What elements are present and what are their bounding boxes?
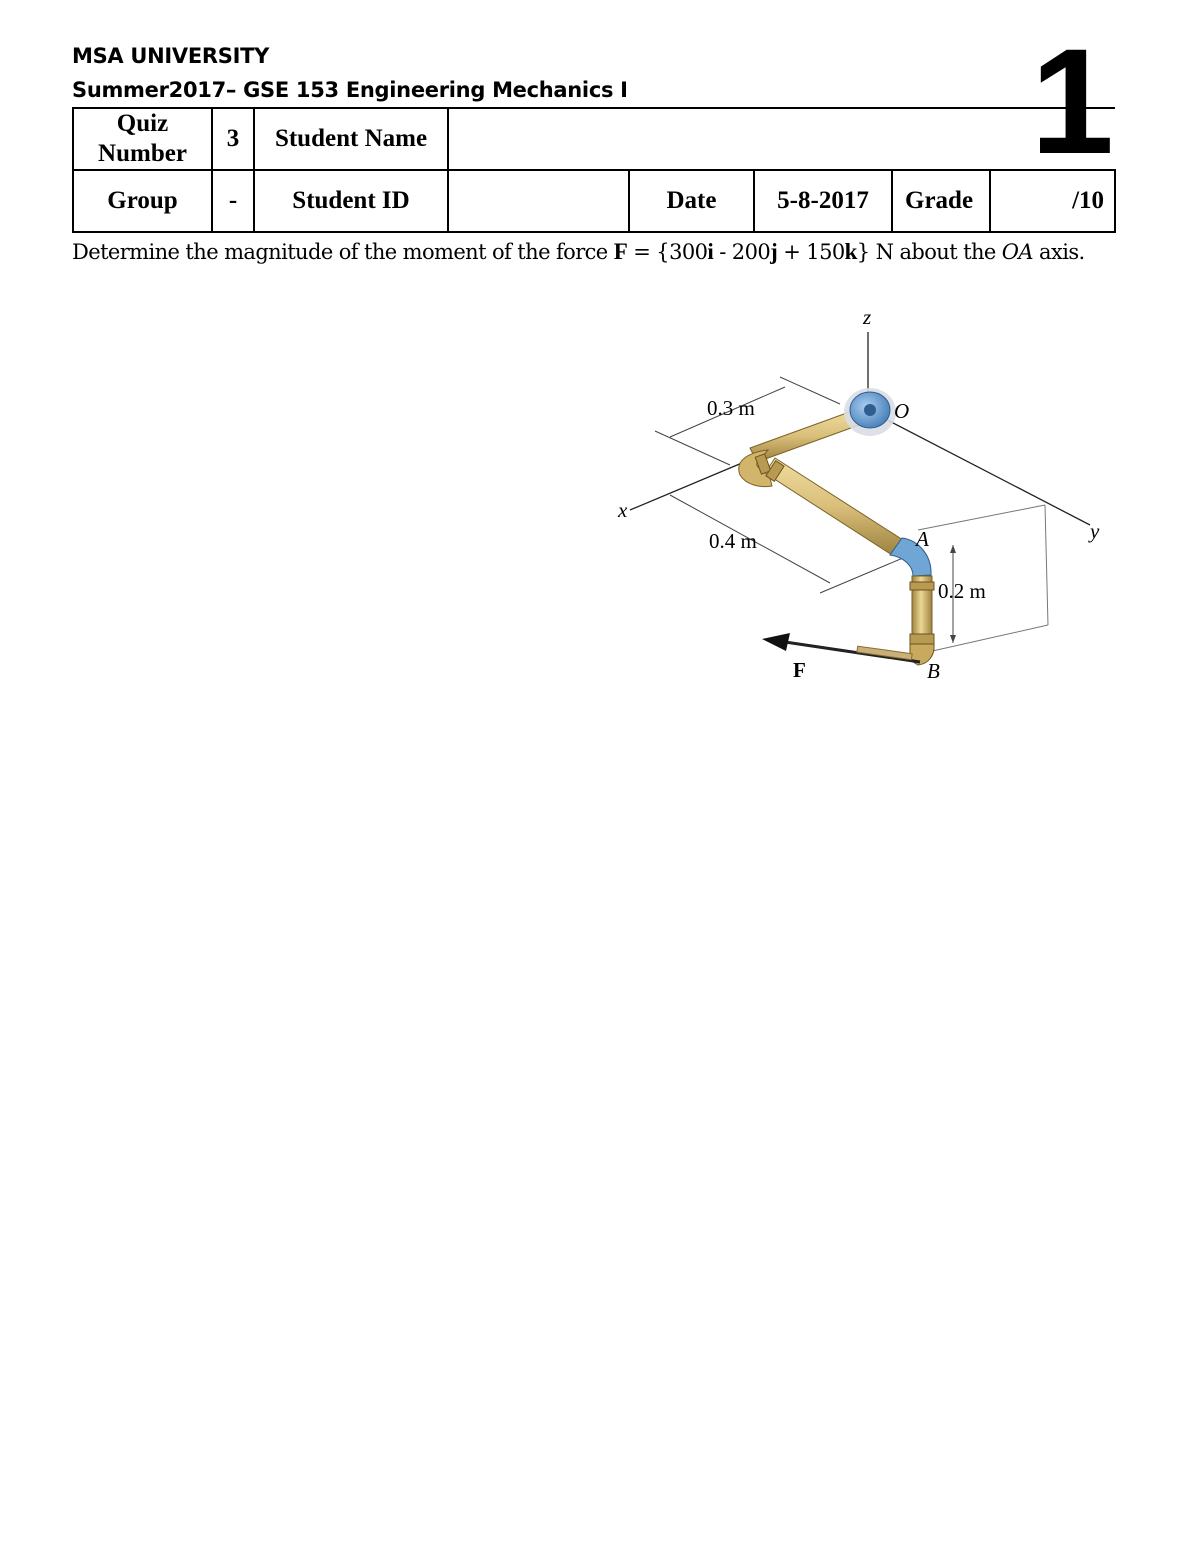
dim-line-top [780,377,840,404]
grade-label: Grade [892,170,990,232]
dim-03-label: 0.3 m [707,396,755,420]
question-part5: } N about the [856,240,1002,264]
question-part4: + 150 [777,240,845,264]
pipe-assembly-figure [600,300,1120,700]
pipe-coupling-3 [910,582,934,590]
dim-arrow-down [950,635,956,643]
date-label: Date [629,170,754,232]
dim-02-label: 0.2 m [938,579,986,603]
x-axis-label: x [618,498,628,522]
unit-vector-i: i [707,239,714,264]
quiz-number-label [73,108,212,170]
force-f-label: F [793,658,806,682]
student-name-label: Student Name [254,108,448,170]
course-title: Summer2017– GSE 153 Engineering Mechanics I [72,78,628,102]
page-number: 1 [1030,17,1114,185]
question-part6: axis. [1032,240,1085,264]
point-o-label: O [894,399,910,423]
unit-vector-j: j [770,239,778,264]
quiz-info-table [72,107,1116,233]
z-axis-label: z [863,305,872,329]
dim-04-label: 0.4 m [709,529,757,553]
dim-line-04-ext [820,555,910,593]
quiz-number-value: 3 [212,108,254,170]
quiz-label-line1: Quiz [116,110,169,137]
question-part3: - 200 [713,240,771,264]
dim-arrow-up [950,545,956,553]
student-id-label: Student ID [254,170,448,232]
unit-vector-k: k [844,239,857,264]
box-line-top [918,505,1045,530]
flange-hole [864,404,876,416]
date-value: 5-8-2017 [754,170,892,232]
quiz-label-line2: Number [98,140,187,167]
y-axis-line [868,410,1090,525]
student-name-field[interactable] [448,108,1115,170]
force-arrow-head [762,633,790,651]
point-a-label: A [916,527,929,551]
dim-line-03-ext [655,431,730,465]
y-axis-label: y [1090,519,1100,543]
axis-name: OA [1001,240,1033,264]
box-line-right [1045,505,1048,625]
question-part2: = {300 [627,240,708,264]
question-part1: Determine the magnitude of the moment of the force [72,240,614,264]
group-value: - [212,170,254,232]
group-label: Group [73,170,212,232]
force-symbol: F [613,239,628,264]
student-id-field[interactable] [448,170,629,232]
box-line-bottom [928,625,1048,652]
university-name: MSA UNIVERSITY [72,44,270,68]
pipe-segment-long [765,458,903,555]
pipe-coupling-4 [910,634,934,644]
point-b-label: B [927,659,940,683]
grade-value: /10 [990,170,1115,232]
question-text [72,236,1117,268]
